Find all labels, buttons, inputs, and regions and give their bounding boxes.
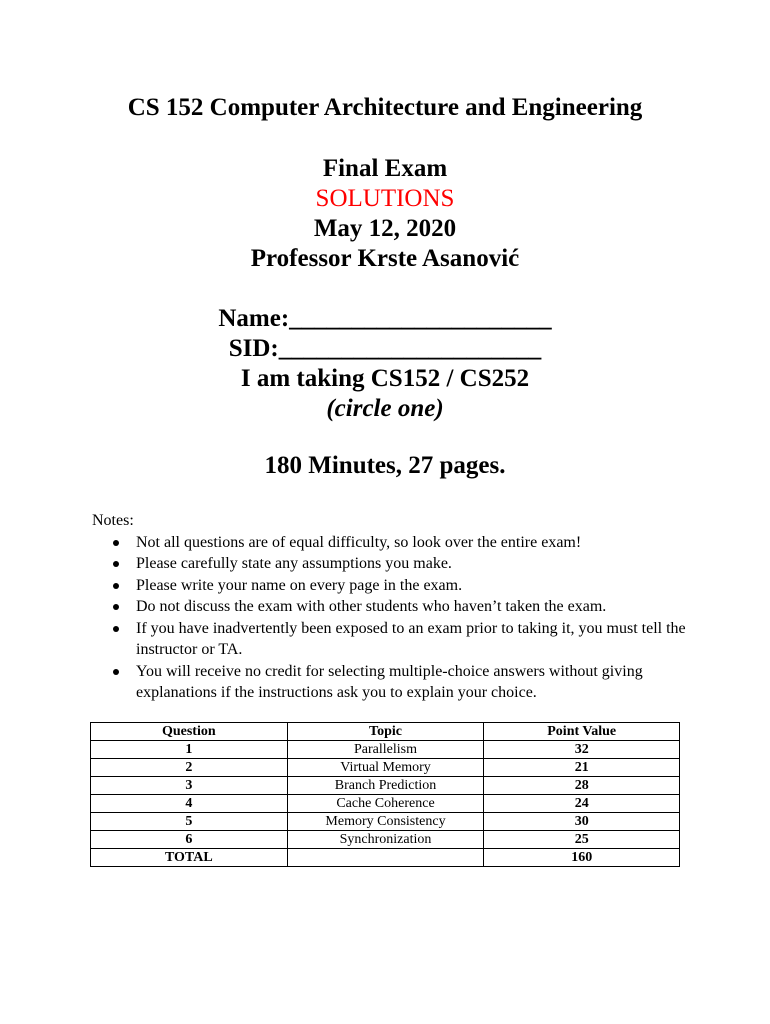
list-item: If you have inadvertently been exposed to an exam prior to taking it, you must tell the instructor or TA. [136,618,692,661]
question-topic: Parallelism [287,741,484,759]
circle-note: (circle one) [326,395,444,422]
total-topic [287,849,484,867]
list-item: Please write your name on every page in the exam. [136,575,692,597]
total-points: 160 [484,849,680,867]
question-points: 32 [484,741,680,759]
question-topic: Synchronization [287,831,484,849]
course-choice: I am taking CS152 / CS252 [240,365,530,392]
question-number: 1 [91,741,288,759]
exam-name: Final Exam [322,155,448,182]
question-points: 21 [484,759,680,777]
question-topic: Cache Coherence [287,795,484,813]
notes-section [92,510,692,704]
column-header-topic: Topic [287,723,484,741]
table-row [91,831,680,849]
name-field: Name:_____________________ [218,305,552,332]
professor-name: Professor Krste Asanović [250,245,520,272]
notes-list [92,532,692,704]
question-number: 4 [91,795,288,813]
question-points: 24 [484,795,680,813]
list-item: Not all questions are of equal difficulty, so look over the entire exam! [136,532,692,554]
solutions-label: SOLUTIONS [315,185,455,212]
table-header-row [91,723,680,741]
question-number: 3 [91,777,288,795]
question-summary-table [90,722,680,867]
exam-title-block [0,154,770,274]
question-topic: Virtual Memory [287,759,484,777]
exam-duration: 180 Minutes, 27 pages. [264,452,506,479]
question-points: 25 [484,831,680,849]
table-row [91,777,680,795]
list-item: You will receive no credit for selecting multiple-choice answers without giving explanations if the instructions ask you to explain your choice. [136,661,692,704]
table-row [91,813,680,831]
notes-heading: Notes: [92,512,134,529]
question-topic: Branch Prediction [287,777,484,795]
question-points: 30 [484,813,680,831]
question-points: 28 [484,777,680,795]
table-row [91,741,680,759]
table-row [91,795,680,813]
question-number: 6 [91,831,288,849]
exam-date: May 12, 2020 [313,215,457,242]
column-header-question: Question [91,723,288,741]
question-number: 5 [91,813,288,831]
list-item: Do not discuss the exam with other students who haven’t taken the exam. [136,596,692,618]
column-header-points: Point Value [484,723,680,741]
list-item: Please carefully state any assumptions you make. [136,553,692,575]
sid-field: SID:_____________________ [228,335,542,362]
question-number: 2 [91,759,288,777]
table-row [91,759,680,777]
question-topic: Memory Consistency [287,813,484,831]
total-label: TOTAL [91,849,288,867]
student-fields [0,304,770,424]
course-title: CS 152 Computer Architecture and Engineering [127,94,643,121]
table-total-row [91,849,680,867]
